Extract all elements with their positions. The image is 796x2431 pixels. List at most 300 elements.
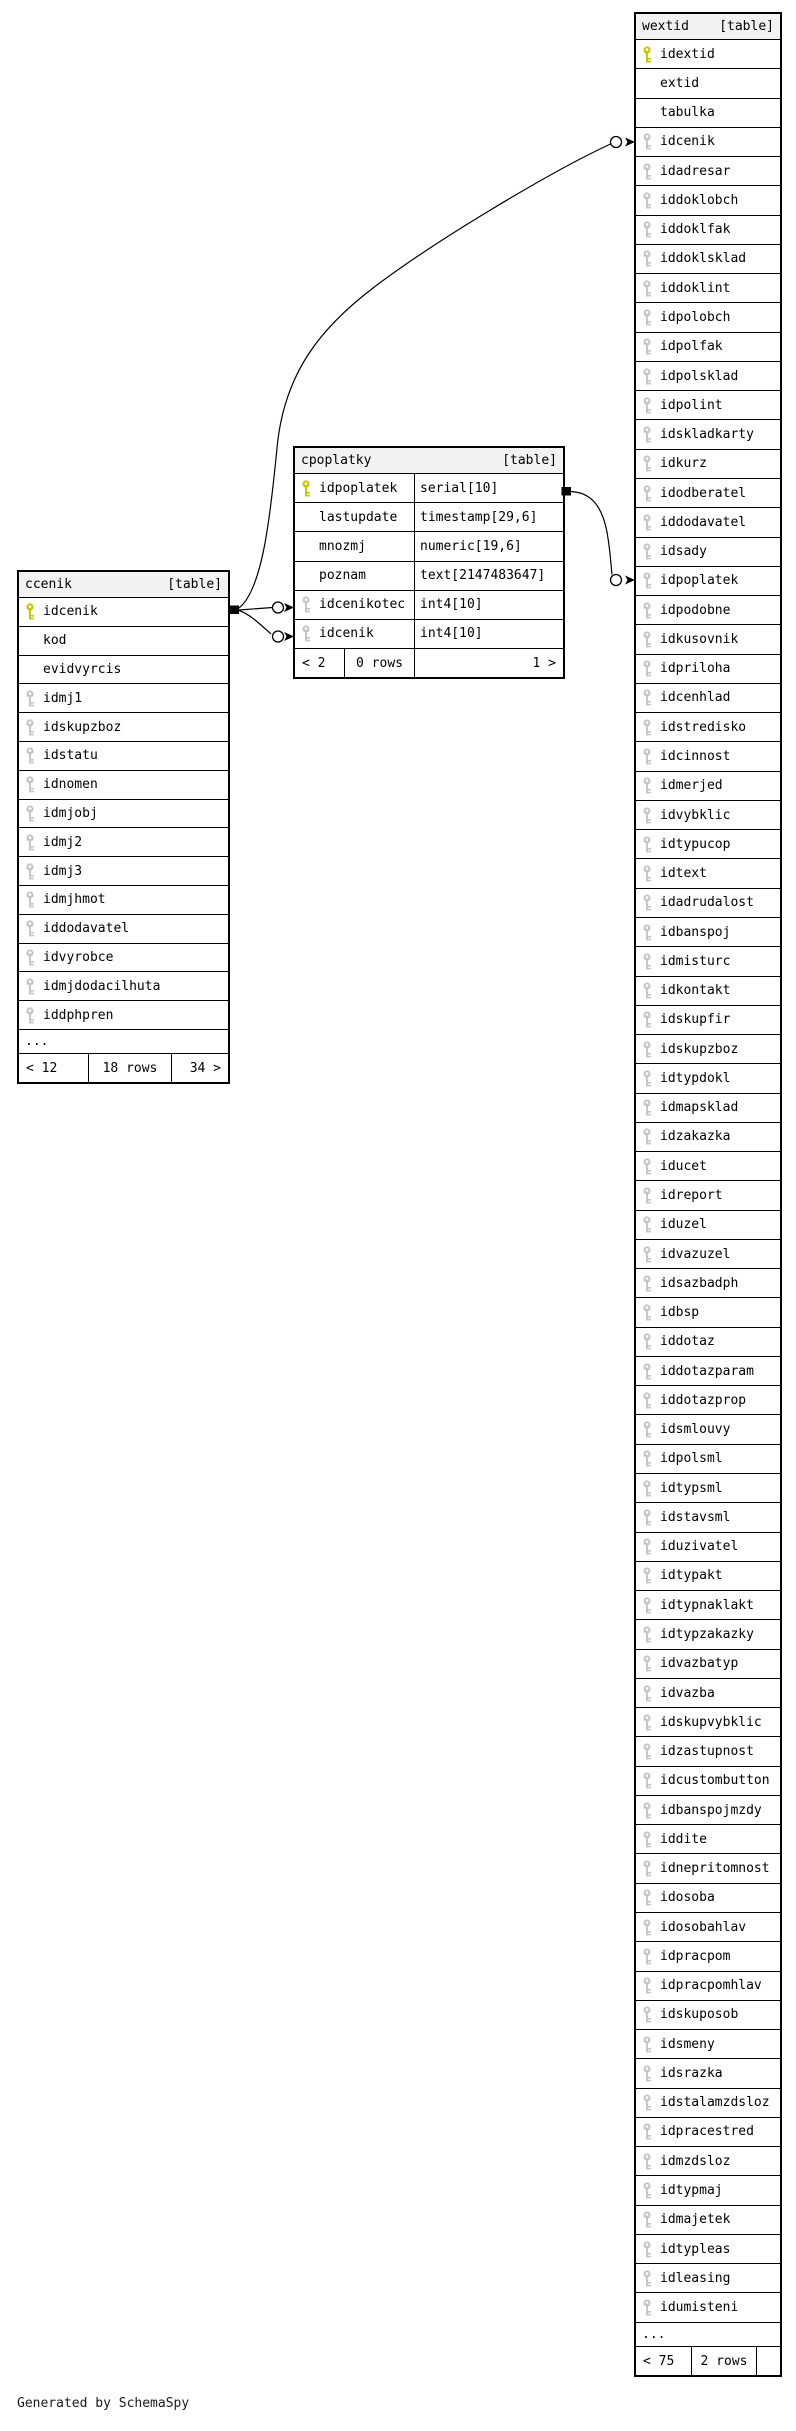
column-list <box>19 598 228 1030</box>
column-name: idbsp <box>660 1305 700 1321</box>
column-name: idpriloha <box>660 661 731 677</box>
column-row <box>636 1064 780 1093</box>
column-name: idmj1 <box>43 690 83 706</box>
zero-or-one-circle <box>273 602 284 613</box>
column-list <box>295 474 563 649</box>
foreign-key-icon <box>636 631 658 648</box>
column-name: idextid <box>660 46 715 62</box>
foreign-key-icon <box>636 1802 658 1819</box>
table-footer <box>636 2347 780 2375</box>
column-name: idtext <box>660 866 707 882</box>
column-name: idtypdokl <box>660 1070 731 1086</box>
column-row <box>19 800 228 829</box>
column-row <box>636 918 780 947</box>
fk-line-ccenik-cpoplatky-idcenik <box>239 611 271 635</box>
foreign-key-icon <box>636 1187 658 1204</box>
foreign-key-icon <box>636 1099 658 1116</box>
table-ccenik <box>17 570 230 1084</box>
table-header-cpoplatky[interactable] <box>295 448 563 474</box>
foreign-key-icon <box>636 719 658 736</box>
foreign-key-icon <box>636 1041 658 1058</box>
column-name: idpracpom <box>660 1948 731 1964</box>
foreign-key-icon <box>636 2094 658 2111</box>
foreign-key-icon <box>19 920 41 937</box>
foreign-key-icon <box>636 1392 658 1409</box>
column-name: idmj2 <box>43 834 83 850</box>
column-name: iddotazprop <box>660 1392 747 1408</box>
column-name: idosoba <box>660 1890 715 1906</box>
column-row <box>636 391 780 420</box>
column-name: idcustombutton <box>660 1773 770 1789</box>
table-header-ccenik[interactable] <box>19 572 228 598</box>
column-name: idkontakt <box>660 983 731 999</box>
column-name: idsmeny <box>660 2036 715 2052</box>
column-row <box>636 1884 780 1913</box>
table-wextid <box>634 12 782 2377</box>
column-type: timestamp[29,6] <box>420 509 538 525</box>
no-key-icon <box>295 538 317 555</box>
fk-line-ccenik-cpoplatky-idcenikotec <box>239 608 273 611</box>
foreign-key-icon <box>636 1304 658 1321</box>
column-row <box>636 157 780 186</box>
column-row <box>636 1650 780 1679</box>
column-row <box>19 886 228 915</box>
column-row <box>636 2147 780 2176</box>
foreign-key-icon <box>636 1567 658 1584</box>
column-row <box>636 1503 780 1532</box>
column-name: idpolsklad <box>660 368 739 384</box>
column-name: idzastupnost <box>660 1744 754 1760</box>
column-name: idpolobch <box>660 310 731 326</box>
column-name: iddodavatel <box>660 514 747 530</box>
column-name: idsazbadph <box>660 1275 739 1291</box>
column-row <box>636 1269 780 1298</box>
zero-or-one-circle <box>611 575 622 586</box>
column-row <box>636 625 780 654</box>
column-name: idtypzakazky <box>660 1626 754 1642</box>
foreign-key-icon <box>636 1948 658 1965</box>
foreign-key-icon <box>19 863 41 880</box>
column-name: idtypmaj <box>660 2183 723 2199</box>
column-name: iddoklint <box>660 280 731 296</box>
column-row <box>636 2176 780 2205</box>
column-name: mnozmj <box>319 538 366 554</box>
column-row <box>636 1035 780 1064</box>
column-row <box>19 857 228 886</box>
foreign-key-icon <box>636 2065 658 2082</box>
foreign-key-icon <box>19 949 41 966</box>
footer-row-count: 18 rows <box>89 1054 172 1082</box>
foreign-key-icon <box>636 689 658 706</box>
column-name: idpracpomhlav <box>660 1978 762 1994</box>
column-type: serial[10] <box>420 480 499 496</box>
column-name: idreport <box>660 1187 723 1203</box>
column-row <box>295 532 563 561</box>
foreign-key-icon <box>636 602 658 619</box>
column-row <box>19 972 228 1001</box>
column-name: idmjhmot <box>43 892 106 908</box>
foreign-key-icon <box>636 1509 658 1526</box>
foreign-key-icon <box>636 865 658 882</box>
column-row <box>636 1679 780 1708</box>
foreign-key-icon <box>636 368 658 385</box>
column-name: idmj3 <box>43 863 83 879</box>
column-name: idvazbatyp <box>660 1656 739 1672</box>
column-row <box>636 362 780 391</box>
table-footer <box>19 1054 228 1082</box>
column-row <box>636 1737 780 1766</box>
column-name: idmisturc <box>660 953 731 969</box>
column-name: iducet <box>660 1158 707 1174</box>
column-row <box>636 1240 780 1269</box>
foreign-key-icon <box>636 338 658 355</box>
column-row <box>636 1006 780 1035</box>
foreign-key-icon <box>636 1070 658 1087</box>
column-list <box>636 40 780 2323</box>
column-row <box>636 2235 780 2264</box>
foreign-key-icon <box>636 2211 658 2228</box>
column-row <box>636 1386 780 1415</box>
column-name: idskladkarty <box>660 427 754 443</box>
column-row <box>295 591 563 620</box>
column-row <box>636 420 780 449</box>
column-name: idmzdsloz <box>660 2153 731 2169</box>
foreign-key-icon <box>636 1655 658 1672</box>
foreign-key-icon <box>636 221 658 238</box>
foreign-key-icon <box>636 485 658 502</box>
column-row <box>636 216 780 245</box>
column-row <box>636 1094 780 1123</box>
column-name: idskupzboz <box>660 1041 739 1057</box>
table-header-wextid[interactable] <box>636 14 780 40</box>
foreign-key-icon <box>636 2241 658 2258</box>
no-key-icon <box>295 509 317 526</box>
table-name: cpoplatky <box>301 453 372 468</box>
column-row <box>636 1972 780 2001</box>
column-name: idpracestred <box>660 2124 754 2140</box>
column-row <box>636 1123 780 1152</box>
column-name: idkusovnik <box>660 631 739 647</box>
column-row <box>636 450 780 479</box>
foreign-key-icon <box>636 1363 658 1380</box>
column-row <box>636 1445 780 1474</box>
column-name: idvybklic <box>660 807 731 823</box>
column-row <box>636 801 780 830</box>
column-name: idtypsml <box>660 1480 723 1496</box>
column-name: iddoklobch <box>660 192 739 208</box>
column-row <box>636 1854 780 1883</box>
column-row <box>636 479 780 508</box>
column-name: evidvyrcis <box>43 661 122 677</box>
foreign-key-icon <box>19 776 41 793</box>
more-columns-ellipsis: ... <box>19 1030 228 1054</box>
column-name: idcenikotec <box>319 597 406 613</box>
column-name: idvazuzel <box>660 1246 731 1262</box>
column-name: idtypucop <box>660 836 731 852</box>
column-row <box>636 742 780 771</box>
column-row <box>636 1415 780 1444</box>
column-row <box>295 474 563 503</box>
column-row <box>636 128 780 157</box>
no-key-icon <box>636 104 658 121</box>
column-name: idkurz <box>660 456 707 472</box>
foreign-key-icon <box>636 280 658 297</box>
column-row <box>636 2206 780 2235</box>
foreign-key-icon <box>636 397 658 414</box>
column-row <box>636 1825 780 1854</box>
foreign-key-icon <box>295 625 317 642</box>
foreign-key-icon <box>636 1860 658 1877</box>
column-row <box>636 567 780 596</box>
footer-related-right: 1 > <box>532 655 556 671</box>
foreign-key-icon <box>636 1538 658 1555</box>
column-name: idmerjed <box>660 778 723 794</box>
generated-by-note: Generated by SchemaSpy <box>17 2396 190 2411</box>
footer-related-left: < 75 <box>636 2347 692 2375</box>
column-row <box>636 274 780 303</box>
foreign-key-icon <box>636 426 658 443</box>
footer-related-right: 34 > <box>189 1060 221 1076</box>
column-name: idbanspoj <box>660 924 731 940</box>
column-name: iddotaz <box>660 1334 715 1350</box>
footer-related-left: < 2 <box>295 649 345 677</box>
column-row <box>636 2264 780 2293</box>
column-name: idcinnost <box>660 749 731 764</box>
column-name: iduzel <box>660 1217 707 1233</box>
column-name: idmapsklad <box>660 1100 739 1116</box>
column-name: idpodobne <box>660 602 731 618</box>
column-row <box>19 656 228 685</box>
column-name: idnomen <box>43 777 98 793</box>
column-name: idcenik <box>319 626 374 642</box>
column-row <box>636 1474 780 1503</box>
column-row <box>636 1620 780 1649</box>
column-row <box>636 508 780 537</box>
column-name: idsady <box>660 544 707 560</box>
foreign-key-icon <box>636 1128 658 1145</box>
column-row <box>636 1562 780 1591</box>
foreign-key-icon <box>636 924 658 941</box>
no-key-icon <box>19 661 41 678</box>
foreign-key-icon <box>19 690 41 707</box>
column-name: idumisteni <box>660 2300 739 2316</box>
foreign-key-icon <box>636 953 658 970</box>
footer-related-right <box>757 2347 780 2375</box>
column-row <box>636 1591 780 1620</box>
foreign-key-icon <box>636 894 658 911</box>
column-row <box>636 2001 780 2030</box>
foreign-key-icon <box>636 2123 658 2140</box>
column-row <box>636 1767 780 1796</box>
column-row <box>636 1328 780 1357</box>
foreign-key-icon <box>636 1772 658 1789</box>
column-name: idleasing <box>660 2270 731 2286</box>
no-key-icon <box>19 632 41 649</box>
foreign-key-icon <box>636 2153 658 2170</box>
column-row <box>636 772 780 801</box>
column-row <box>636 1913 780 1942</box>
column-name: iddotazparam <box>660 1363 754 1379</box>
column-row <box>636 1796 780 1825</box>
foreign-key-icon <box>636 543 658 560</box>
column-row <box>19 742 228 771</box>
footer-related-left: < 12 <box>19 1054 89 1082</box>
column-row <box>636 2059 780 2088</box>
no-key-icon <box>636 75 658 92</box>
foreign-key-icon <box>636 455 658 472</box>
column-row <box>295 620 563 649</box>
table-name: ccenik <box>25 577 72 592</box>
foreign-key-icon <box>636 2299 658 2316</box>
table-tag: [table] <box>502 453 557 468</box>
column-name: idmjobj <box>43 805 98 821</box>
column-row <box>636 1211 780 1240</box>
foreign-key-icon <box>636 192 658 209</box>
column-row <box>636 2030 780 2059</box>
column-type: numeric[19,6] <box>420 538 522 554</box>
column-name: idskupfir <box>660 1012 731 1028</box>
column-row <box>636 40 780 69</box>
column-row <box>19 627 228 656</box>
foreign-key-icon <box>636 1831 658 1848</box>
column-name: iddoklfak <box>660 222 731 238</box>
column-row <box>19 1001 228 1030</box>
column-name: idpoplatek <box>319 480 398 496</box>
foreign-key-icon <box>19 891 41 908</box>
foreign-key-icon <box>636 309 658 326</box>
primary-key-icon <box>295 480 317 497</box>
table-name: wextid <box>642 19 689 34</box>
zero-or-one-circle <box>611 137 622 148</box>
column-row <box>636 684 780 713</box>
fk-line-cpoplatky-wextid-idpoplatek <box>571 492 612 575</box>
column-row <box>636 713 780 742</box>
column-name: idskupzboz <box>43 719 122 735</box>
column-name: idskupvybklic <box>660 1714 762 1730</box>
column-row <box>636 1181 780 1210</box>
foreign-key-icon <box>636 1450 658 1467</box>
column-row <box>295 503 563 532</box>
column-name: iddphpren <box>43 1007 114 1023</box>
foreign-key-icon <box>636 250 658 267</box>
foreign-key-icon <box>636 2182 658 2199</box>
column-row <box>19 828 228 857</box>
column-row <box>19 915 228 944</box>
column-row <box>636 947 780 976</box>
column-name: idpoplatek <box>660 573 739 589</box>
foreign-key-icon <box>19 747 41 764</box>
foreign-key-icon <box>636 1685 658 1702</box>
column-name: kod <box>43 633 67 649</box>
primary-key-icon <box>19 603 41 620</box>
column-name: idskuposob <box>660 2007 739 2023</box>
foreign-key-icon <box>295 596 317 613</box>
more-columns-ellipsis: ... <box>636 2323 780 2347</box>
column-row <box>636 1533 780 1562</box>
column-name: idpolsml <box>660 1451 723 1467</box>
table-cpoplatky <box>293 446 565 679</box>
column-name: idadrudalost <box>660 895 754 911</box>
primary-key-icon <box>636 46 658 63</box>
column-row <box>636 69 780 98</box>
column-name: lastupdate <box>319 509 398 525</box>
column-row <box>636 1357 780 1386</box>
column-row <box>636 2293 780 2322</box>
column-row <box>19 713 228 742</box>
relationship-source-dot <box>230 606 240 615</box>
column-name: idtypnaklakt <box>660 1597 754 1613</box>
foreign-key-icon <box>636 1275 658 1292</box>
column-name: idstatu <box>43 748 98 764</box>
column-row <box>19 598 228 627</box>
column-name: iddite <box>660 1831 707 1847</box>
foreign-key-icon <box>636 777 658 794</box>
foreign-key-icon <box>636 1714 658 1731</box>
column-name: idstredisko <box>660 719 747 735</box>
foreign-key-icon <box>636 1421 658 1438</box>
foreign-key-icon <box>636 660 658 677</box>
foreign-key-icon <box>19 805 41 822</box>
column-name: idodberatel <box>660 485 747 501</box>
foreign-key-icon <box>19 834 41 851</box>
column-name: idnepritomnost <box>660 1861 770 1877</box>
column-name: idmjdodacilhuta <box>43 978 161 994</box>
foreign-key-icon <box>636 982 658 999</box>
foreign-key-icon <box>636 1216 658 1233</box>
column-name: idadresar <box>660 163 731 179</box>
column-name: idsrazka <box>660 2065 723 2081</box>
column-name: iddodavatel <box>43 921 130 937</box>
foreign-key-icon <box>636 1889 658 1906</box>
foreign-key-icon <box>636 807 658 824</box>
column-name: idpolint <box>660 397 723 413</box>
foreign-key-icon <box>636 1743 658 1760</box>
foreign-key-icon <box>636 1626 658 1643</box>
column-name: idstavsml <box>660 1509 731 1525</box>
column-name: idvyrobce <box>43 949 114 965</box>
column-type: int4[10] <box>420 626 483 642</box>
foreign-key-icon <box>636 572 658 589</box>
column-row <box>636 1298 780 1327</box>
foreign-key-icon <box>636 1480 658 1497</box>
foreign-key-icon <box>636 133 658 150</box>
foreign-key-icon <box>19 1007 41 1024</box>
column-name: idcenik <box>660 134 715 150</box>
foreign-key-icon <box>636 2270 658 2287</box>
column-name: idmajetek <box>660 2212 731 2228</box>
column-name: idcenhlad <box>660 690 731 706</box>
column-name: idvazba <box>660 1685 715 1701</box>
no-key-icon <box>295 567 317 584</box>
column-name: idtypakt <box>660 1568 723 1584</box>
column-name: idsmlouvy <box>660 1422 731 1438</box>
foreign-key-icon <box>636 1977 658 1994</box>
column-name: poznam <box>319 568 366 584</box>
table-tag: [table] <box>167 577 222 592</box>
column-row <box>636 859 780 888</box>
column-row <box>636 245 780 274</box>
foreign-key-icon <box>636 163 658 180</box>
column-name: idbanspojmzdy <box>660 1802 762 1818</box>
foreign-key-icon <box>636 1597 658 1614</box>
foreign-key-icon <box>636 836 658 853</box>
foreign-key-icon <box>636 1011 658 1028</box>
footer-row-count: 0 rows <box>345 649 415 677</box>
foreign-key-icon <box>636 748 658 765</box>
column-row <box>636 2089 780 2118</box>
foreign-key-icon <box>636 1919 658 1936</box>
column-type: text[2147483647] <box>420 568 546 584</box>
